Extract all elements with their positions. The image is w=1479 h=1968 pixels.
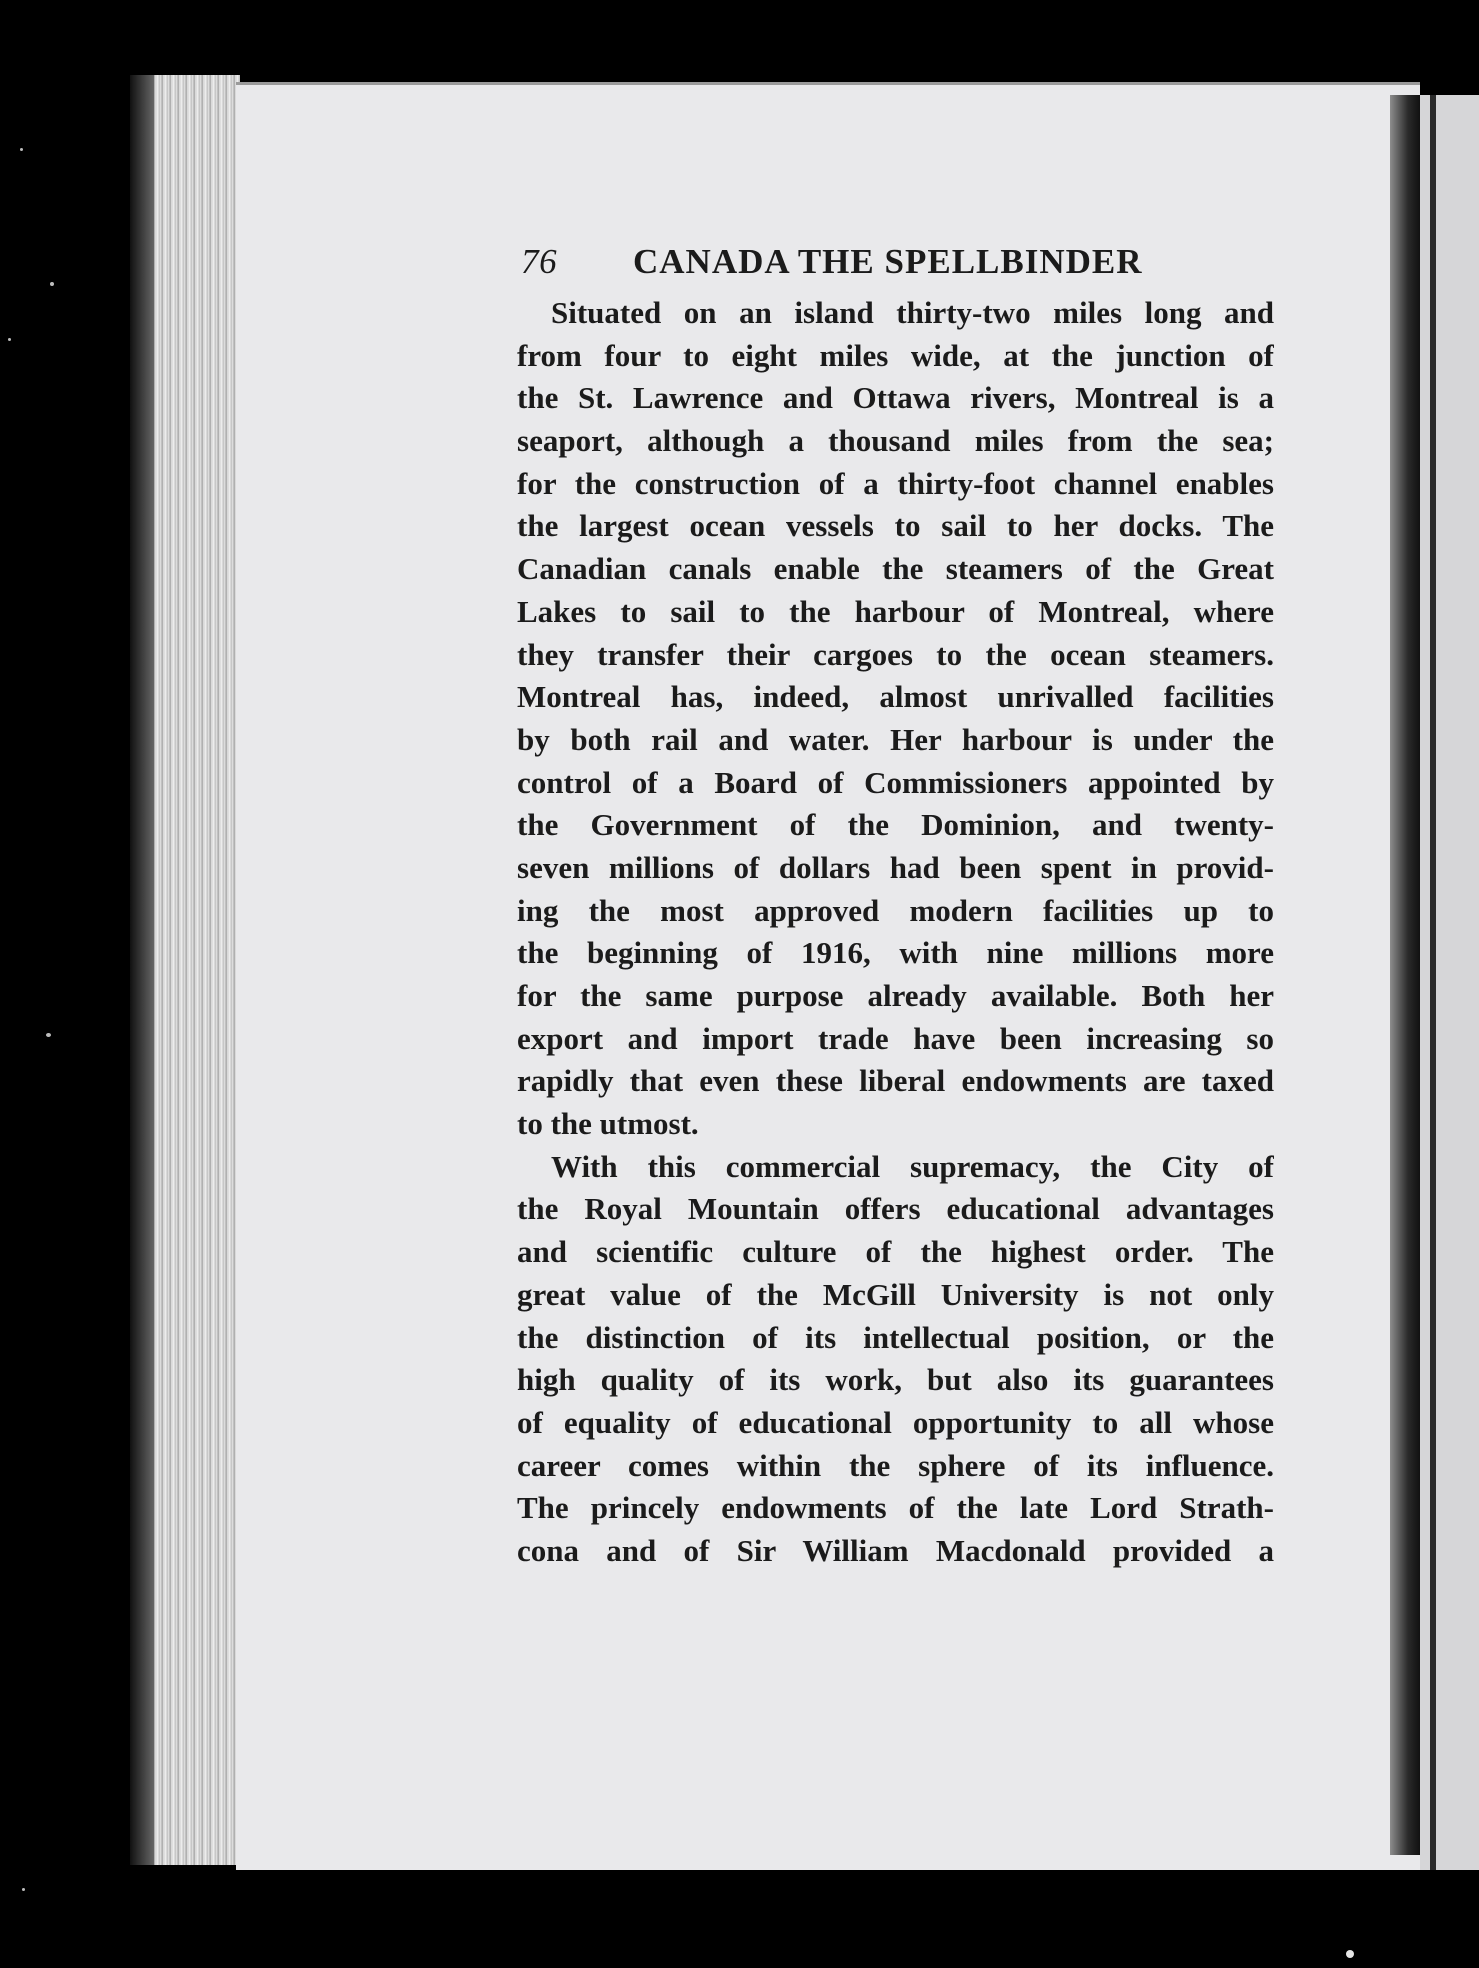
text-line: career comes within the sphere of its influence. [517,1447,1274,1483]
page-text [517,232,1274,1573]
text-line: by both rail and water. Her harbour is under the [517,721,1274,757]
text-line: cona and of Sir William Macdonald provided a [517,1532,1274,1568]
dust-speck [20,148,23,151]
text-line: the Government of the Dominion, and twenty- [517,807,1274,843]
text-line: the Royal Mountain offers educational advantages [517,1191,1274,1227]
text-line: Canadian canals enable the steamers of the Great [517,551,1274,587]
text-line: high quality of its work, but also its guarantees [517,1362,1274,1398]
text-line: the St. Lawrence and Ottawa rivers, Montreal is a [517,380,1274,416]
body-text [517,292,1274,1573]
page-edges [140,75,240,1865]
text-line: seaport, although a thousand miles from the sea; [517,423,1274,459]
text-line: from four to eight miles wide, at the junction of [517,337,1274,373]
book-spine [1390,95,1420,1855]
text-line: Montreal has, indeed, almost unrivalled facilities [517,679,1274,715]
facing-page-edge [1430,95,1436,1870]
page-top-edge [236,82,1420,85]
text-line: of equality of educational opportunity to all whose [517,1404,1274,1440]
text-line: they transfer their cargoes to the ocean steamers. [517,636,1274,672]
text-line: With this commercial supremacy, the City of [551,1148,1274,1184]
facing-page [1420,95,1479,1870]
running-head [517,232,1274,292]
text-line: the distinction of its intellectual position, or the [517,1319,1274,1355]
text-line: Lakes to sail to the harbour of Montreal, where [517,593,1274,629]
text-line: for the same purpose already available. Both her [517,978,1274,1013]
dust-speck [22,1888,25,1891]
dust-speck [46,1033,51,1037]
text-line: the largest ocean vessels to sail to her docks. The [517,508,1274,544]
text-line: Situated on an island thirty-two miles long and [551,295,1274,330]
edge-shadow [130,75,154,1865]
text-line: the beginning of 1916, with nine millions more [517,935,1274,971]
dust-speck [50,282,54,286]
dust-speck [1346,1950,1354,1958]
text-line: rapidly that even these liberal endowments are taxed [517,1063,1274,1099]
text-line: and scientific culture of the highest order. The [517,1234,1274,1270]
running-title: CANADA THE SPELLBINDER [633,242,1143,281]
text-line: control of a Board of Commissioners appointed by [517,764,1274,800]
page-number: 76 [521,242,558,281]
text-line: for the construction of a thirty-foot channel enables [517,465,1274,501]
text-line: to the utmost. [517,1106,699,1142]
text-line: ing the most approved modern facilities up to [517,892,1274,928]
text-line: The princely endowments of the late Lord Strath- [517,1490,1274,1526]
text-line: seven millions of dollars had been spent in provid- [517,849,1274,885]
text-line: great value of the McGill University is not only [517,1276,1274,1312]
dust-speck [8,338,11,341]
text-line: export and import trade have been increasing so [517,1020,1274,1056]
